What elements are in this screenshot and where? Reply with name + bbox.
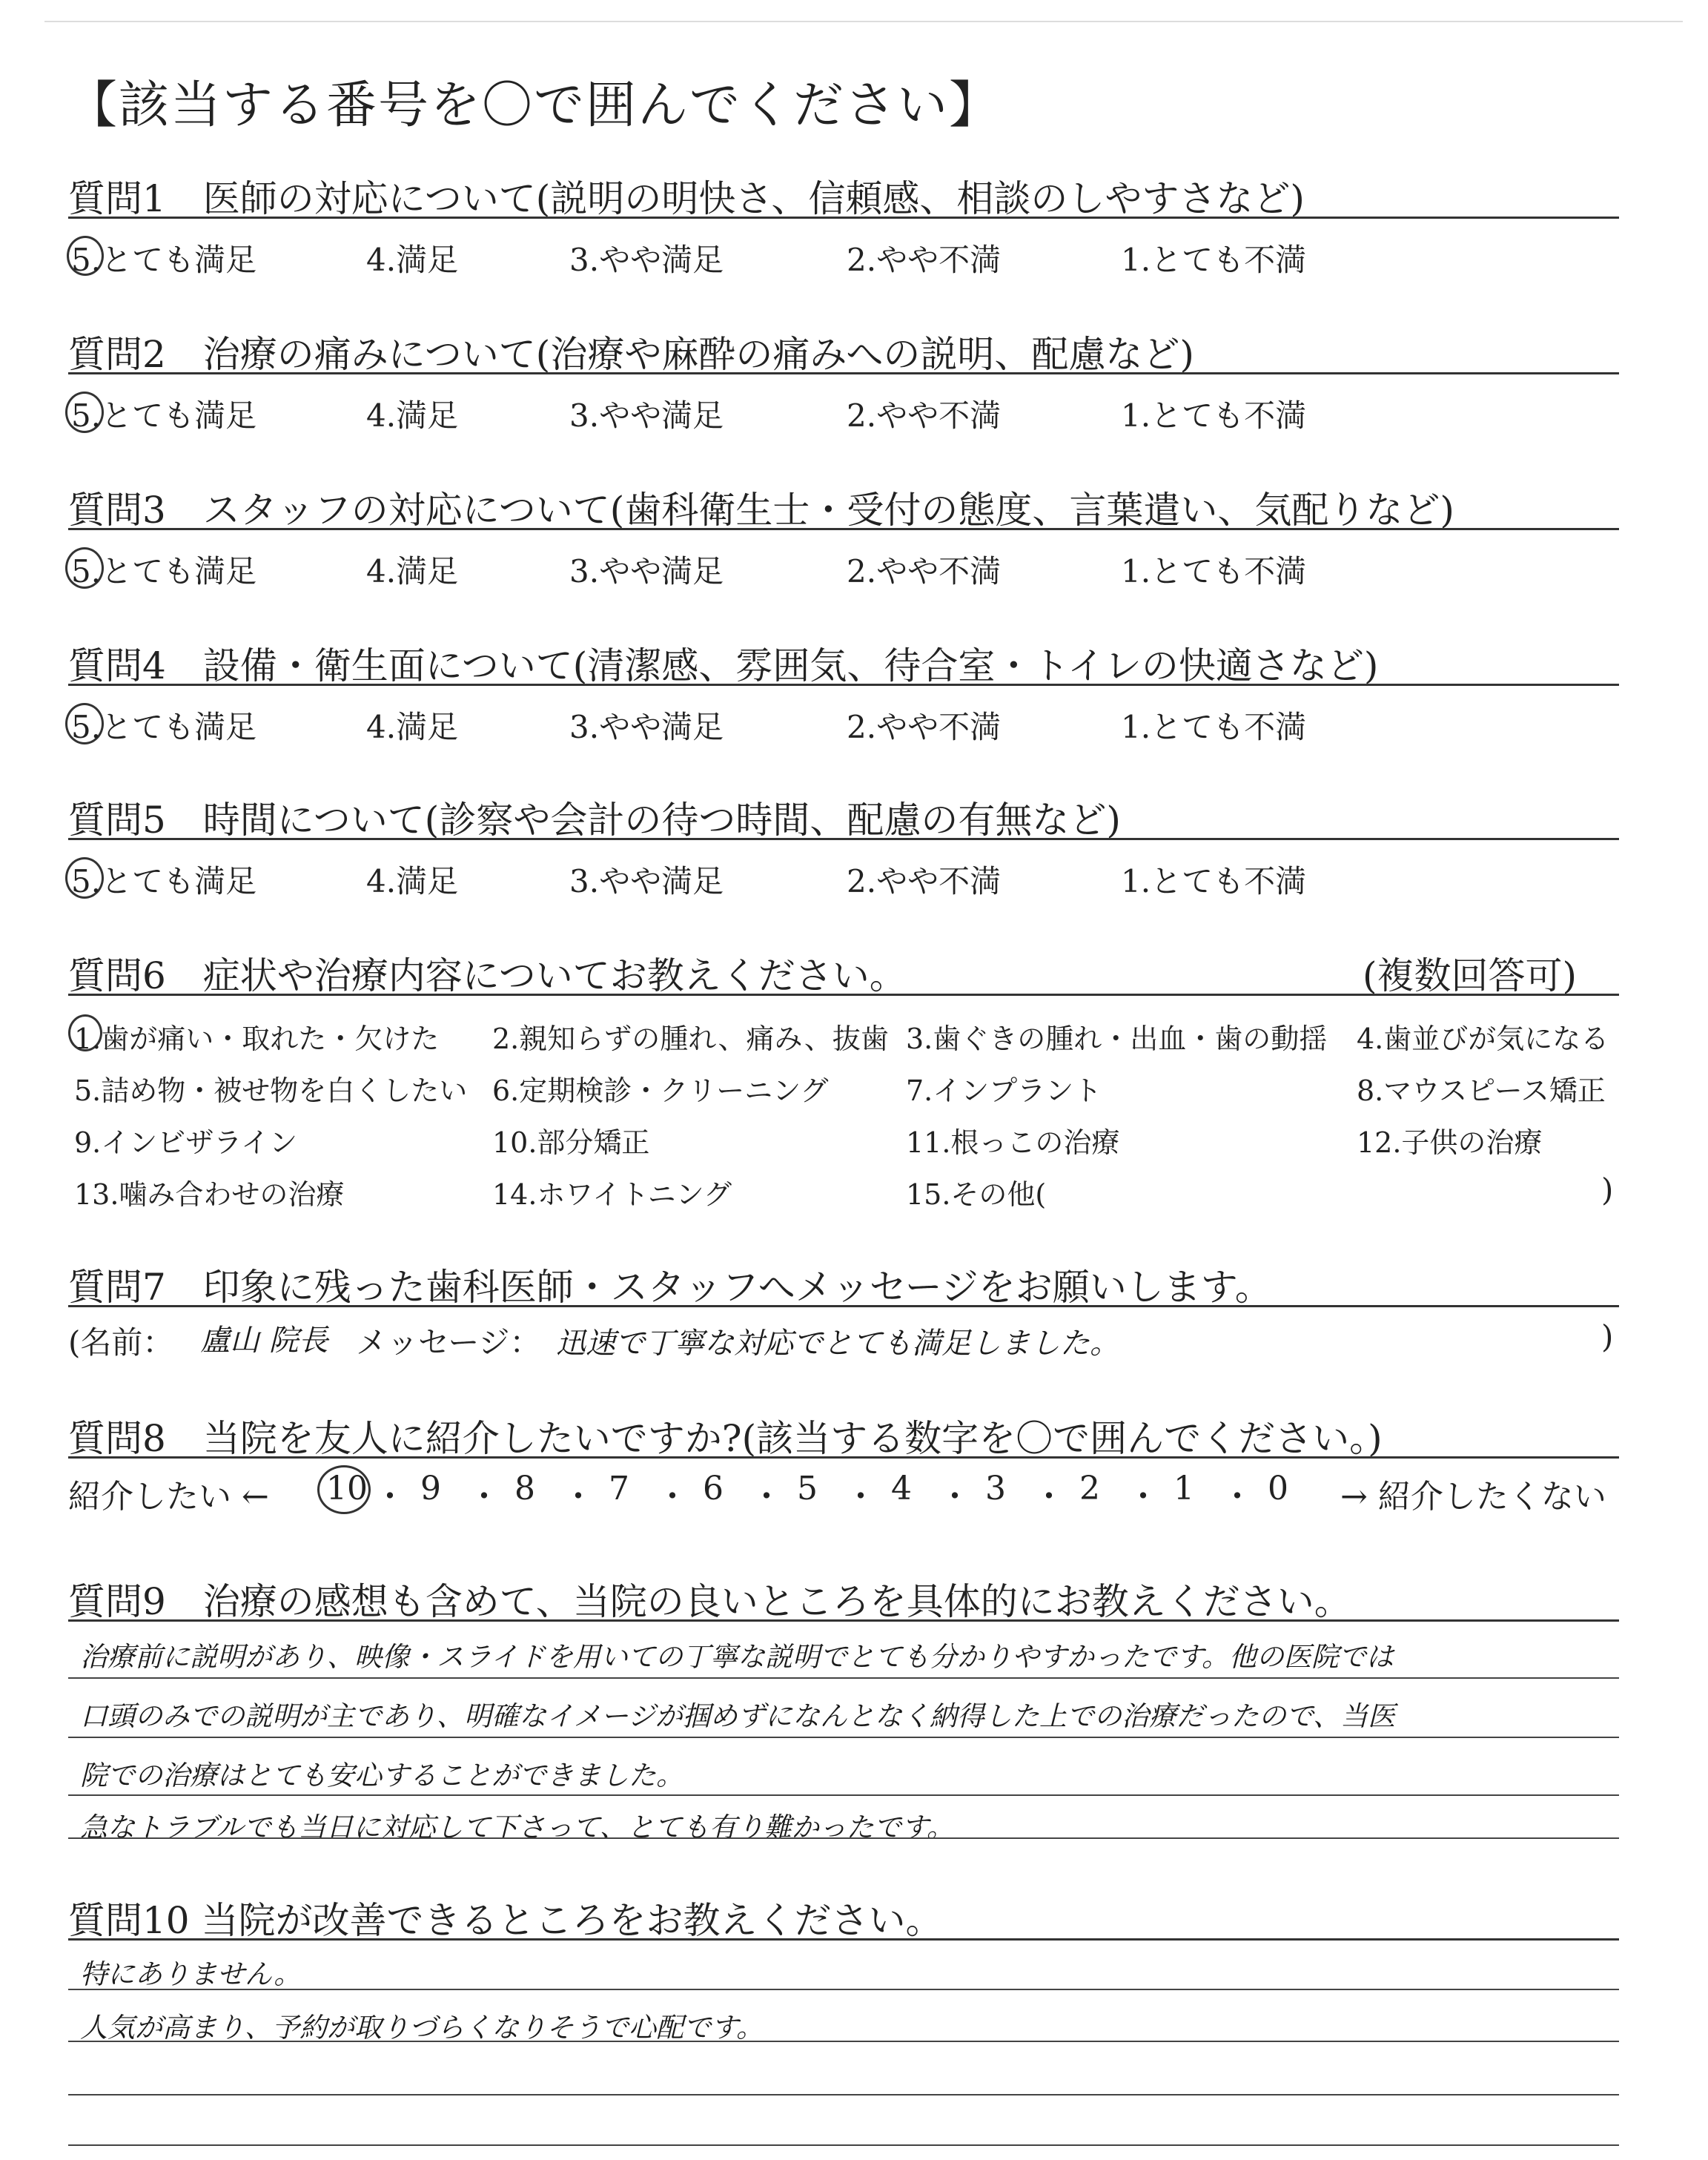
q9-answer-line-3[interactable]: 院での治療はとても安心することができました。 (80, 1760, 683, 1791)
q8-scale-separator: ・ (656, 1478, 689, 1516)
q4-label: 質問4 設備・衛生面について(清潔感、雰囲気、待合室・トイレの快適さなど) (68, 644, 1379, 687)
q8-scale-4[interactable]: 4 (891, 1470, 912, 1507)
q9-line-3 (68, 1794, 1619, 1796)
q8-scale-7[interactable]: 7 (609, 1470, 629, 1507)
q8-scale-separator: ・ (750, 1478, 783, 1516)
q8-scale-3[interactable]: 3 (985, 1470, 1006, 1507)
q1-option-1[interactable]: 1.とても不満 (1121, 242, 1307, 278)
q6-item-14[interactable]: 14.ホワイトニング (492, 1178, 732, 1211)
q4-underline (68, 684, 1619, 686)
q1-option-3[interactable]: 3.やや満足 (569, 242, 724, 278)
q4-option-1[interactable]: 1.とても不満 (1121, 709, 1307, 745)
q8-label: 質問8 当院を友人に紹介したいですか?(該当する数字を〇で囲んでください。) (68, 1417, 1383, 1460)
q6-other-close-paren: ) (1601, 1172, 1614, 1208)
q8-scale-separator: ・ (1033, 1478, 1065, 1516)
q5-underline (68, 838, 1619, 840)
q10-underline (68, 1938, 1619, 1941)
q8-scale-separator: ・ (939, 1478, 971, 1516)
q6-item-8[interactable]: 8.マウスピース矯正 (1357, 1074, 1606, 1107)
q7-underline (68, 1305, 1619, 1307)
q10-answer-line-1[interactable]: 特にありません。 (80, 1958, 302, 1990)
q8-underline (68, 1456, 1619, 1459)
q6-underline (68, 994, 1619, 996)
q5-label: 質問5 時間について(診察や会計の待つ時間、配慮の有無など) (68, 799, 1121, 842)
q3-option-3[interactable]: 3.やや満足 (569, 553, 724, 589)
q5-option-5[interactable]: 5.とても満足 (71, 863, 257, 899)
q6-item-5[interactable]: 5.詰め物・被せ物を白くしたい (74, 1074, 468, 1107)
q9-line-1 (68, 1677, 1619, 1679)
q10-line-3 (68, 2094, 1619, 2095)
q9-answer-line-1[interactable]: 治療前に説明があり、映像・スライドを用いての丁寧な説明でとても分かりやすかったです。他の医院では (80, 1641, 1394, 1673)
q6-item-13[interactable]: 13.噛み合わせの治療 (74, 1178, 345, 1211)
q2-option-5[interactable]: 5.とても満足 (71, 397, 257, 434)
q4-option-4[interactable]: 4.満足 (366, 709, 459, 745)
q6-item-3[interactable]: 3.歯ぐきの腫れ・出血・歯の動揺 (906, 1023, 1328, 1055)
q2-option-4[interactable]: 4.満足 (366, 397, 459, 434)
q9-answer-line-2[interactable]: 口頭のみでの説明が主であり、明確なイメージが掴めずになんとなく納得した上での治療だったので、当医 (80, 1700, 1396, 1732)
q10-label: 質問10 当院が改善できるところをお教えください。 (68, 1899, 943, 1942)
q7-message-prefix: メッセージ： (356, 1324, 541, 1361)
q6-item-11[interactable]: 11.根っこの治療 (906, 1126, 1120, 1159)
q6-item-2[interactable]: 2.親知らずの腫れ、痛み、抜歯 (492, 1023, 889, 1055)
q6-item-10[interactable]: 10.部分矯正 (492, 1126, 650, 1159)
q6-item-9[interactable]: 9.インビザライン (74, 1126, 298, 1159)
q4-option-3[interactable]: 3.やや満足 (569, 709, 724, 745)
q5-option-2[interactable]: 2.やや不満 (847, 863, 1002, 899)
q8-scale-2[interactable]: 2 (1079, 1470, 1100, 1507)
q4-option-2[interactable]: 2.やや不満 (847, 709, 1002, 745)
q2-label: 質問2 治療の痛みについて(治療や麻酔の痛みへの説明、配慮など) (68, 333, 1194, 376)
q8-scale-separator: ・ (562, 1478, 595, 1516)
q3-label: 質問3 スタッフの対応について(歯科衛生士・受付の態度、言葉遣い、気配りなど) (68, 489, 1454, 532)
q3-option-5[interactable]: 5.とても満足 (71, 553, 257, 589)
q6-item-6[interactable]: 6.定期検診・クリーニング (492, 1074, 829, 1107)
q3-underline (68, 528, 1619, 530)
q10-answer-line-2[interactable]: 人気が高まり、予約が取りづらくなりそうで心配です。 (80, 2012, 764, 2044)
q8-scale-0[interactable]: 0 (1268, 1470, 1288, 1507)
q3-option-1[interactable]: 1.とても不満 (1121, 553, 1307, 589)
q1-option-2[interactable]: 2.やや不満 (847, 242, 1002, 278)
q10-line-4 (68, 2144, 1619, 2146)
q6-item-12[interactable]: 12.子供の治療 (1357, 1126, 1543, 1159)
q9-underline (68, 1619, 1619, 1622)
q1-option-5[interactable]: 5.とても満足 (71, 242, 257, 278)
q2-option-1[interactable]: 1.とても不満 (1121, 397, 1307, 434)
q8-scale-separator: ・ (374, 1478, 406, 1516)
q7-name-prefix: (名前： (68, 1324, 174, 1361)
q2-option-3[interactable]: 3.やや満足 (569, 397, 724, 434)
q8-scale-5[interactable]: 5 (797, 1470, 818, 1507)
q10-line-2 (68, 2041, 1619, 2042)
q8-scale-separator: ・ (844, 1478, 877, 1516)
q8-scale-9[interactable]: 9 (420, 1470, 441, 1507)
q1-label: 質問1 医師の対応について(説明の明快さ、信頼感、相談のしやすさなど) (68, 177, 1305, 220)
q6-label: 質問6 症状や治療内容についてお教えください。 (68, 954, 907, 997)
q9-label: 質問9 治療の感想も含めて、当院の良いところを具体的にお教えください。 (68, 1580, 1351, 1623)
q2-underline (68, 372, 1619, 374)
q8-scale-8[interactable]: 8 (514, 1470, 535, 1507)
q3-option-2[interactable]: 2.やや不満 (847, 553, 1002, 589)
q9-answer-line-4[interactable]: 急なトラブルでも当日に対応して下さって、とても有り難かったです。 (80, 1811, 954, 1843)
q5-option-3[interactable]: 3.やや満足 (569, 863, 724, 899)
page-title: 【該当する番号を〇で囲んでください】 (67, 76, 1002, 135)
q7-message-value[interactable]: 迅速で丁寧な対応でとても満足しました。 (556, 1327, 1119, 1361)
q10-line-1 (68, 1989, 1619, 1990)
q6-item-15[interactable]: 15.その他( (906, 1178, 1047, 1211)
q8-scale-separator: ・ (468, 1478, 500, 1516)
q5-option-4[interactable]: 4.満足 (366, 863, 459, 899)
q9-line-2 (68, 1737, 1619, 1738)
q8-right-label: → 紹介したくない (1340, 1478, 1606, 1516)
q2-option-2[interactable]: 2.やや不満 (847, 397, 1002, 434)
q4-option-5[interactable]: 5.とても満足 (71, 709, 257, 745)
q6-item-4[interactable]: 4.歯並びが気になる (1357, 1023, 1609, 1055)
top-border (44, 21, 1683, 22)
q7-name-value[interactable]: 盧山 院長 (200, 1324, 328, 1358)
q8-scale-10[interactable]: 10 (326, 1470, 368, 1507)
q5-option-1[interactable]: 1.とても不満 (1121, 863, 1307, 899)
q9-line-4 (68, 1837, 1619, 1839)
q6-item-7[interactable]: 7.インプラント (906, 1074, 1102, 1107)
q7-close-paren: ) (1601, 1318, 1614, 1355)
q1-option-4[interactable]: 4.満足 (366, 242, 459, 278)
q8-scale-6[interactable]: 6 (703, 1470, 724, 1507)
q6-note: (複数回答可) (1363, 954, 1578, 997)
q7-label: 質問7 印象に残った歯科医師・スタッフへメッセージをお願いします。 (68, 1266, 1272, 1309)
q8-scale-1[interactable]: 1 (1174, 1470, 1194, 1507)
q1-underline (68, 217, 1619, 219)
q6-item-1[interactable]: 1.歯が痛い・取れた・欠けた (74, 1023, 440, 1055)
q3-option-4[interactable]: 4.満足 (366, 553, 459, 589)
q8-scale-separator: ・ (1127, 1478, 1159, 1516)
q8-left-label: 紹介したい ← (68, 1478, 269, 1516)
q8-scale-separator: ・ (1221, 1478, 1254, 1516)
